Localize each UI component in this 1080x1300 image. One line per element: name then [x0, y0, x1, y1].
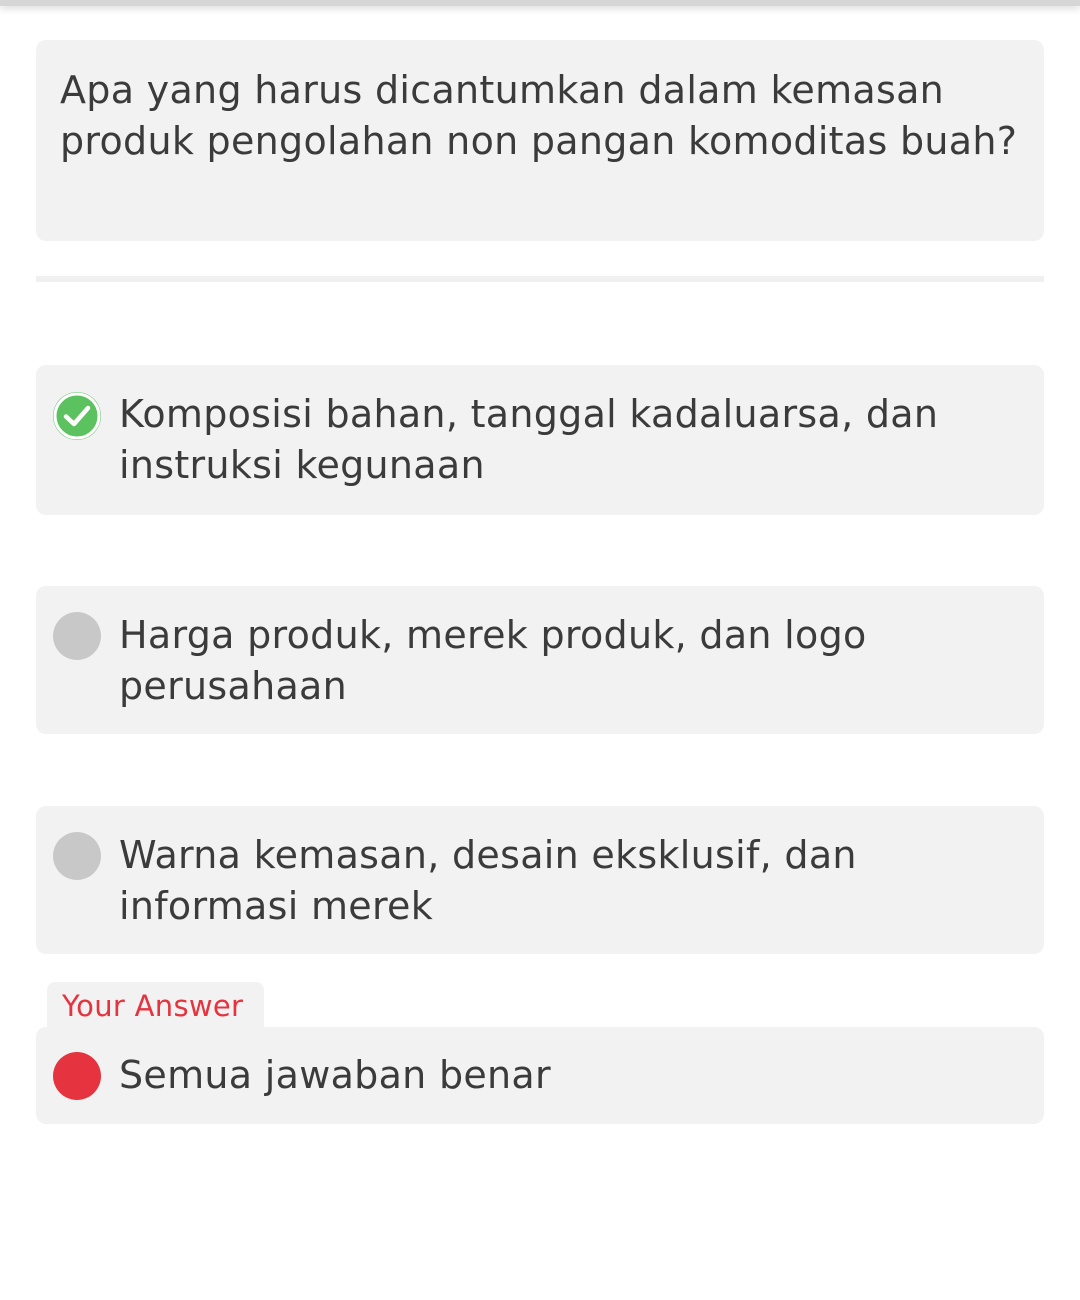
- top-app-bar-shadow: [0, 0, 1080, 6]
- divider: [36, 276, 1044, 282]
- option-4-label: Semua jawaban benar: [119, 1053, 551, 1097]
- question-text: Apa yang harus dicantumkan dalam kemasan produk pengolahan non pangan komoditas buah?: [60, 68, 1018, 163]
- option-1-label: Komposisi bahan, tanggal kadaluarsa, dan instruksi kegunaan: [119, 392, 939, 487]
- radio-filled-icon: [53, 1052, 101, 1100]
- question-card: [36, 40, 1044, 241]
- option-2-label: Harga produk, merek produk, dan logo perusahaan: [119, 613, 867, 708]
- your-answer-badge: Your Answer: [47, 982, 264, 1028]
- check-circle-icon: [53, 392, 101, 440]
- option-1[interactable]: [36, 365, 1044, 515]
- option-3-label: Warna kemasan, desain eksklusif, dan informasi merek: [119, 833, 857, 928]
- option-4[interactable]: [36, 1027, 1044, 1124]
- option-3[interactable]: [36, 806, 1044, 954]
- radio-empty-icon: [53, 832, 101, 880]
- option-2[interactable]: [36, 586, 1044, 734]
- radio-empty-icon: [53, 612, 101, 660]
